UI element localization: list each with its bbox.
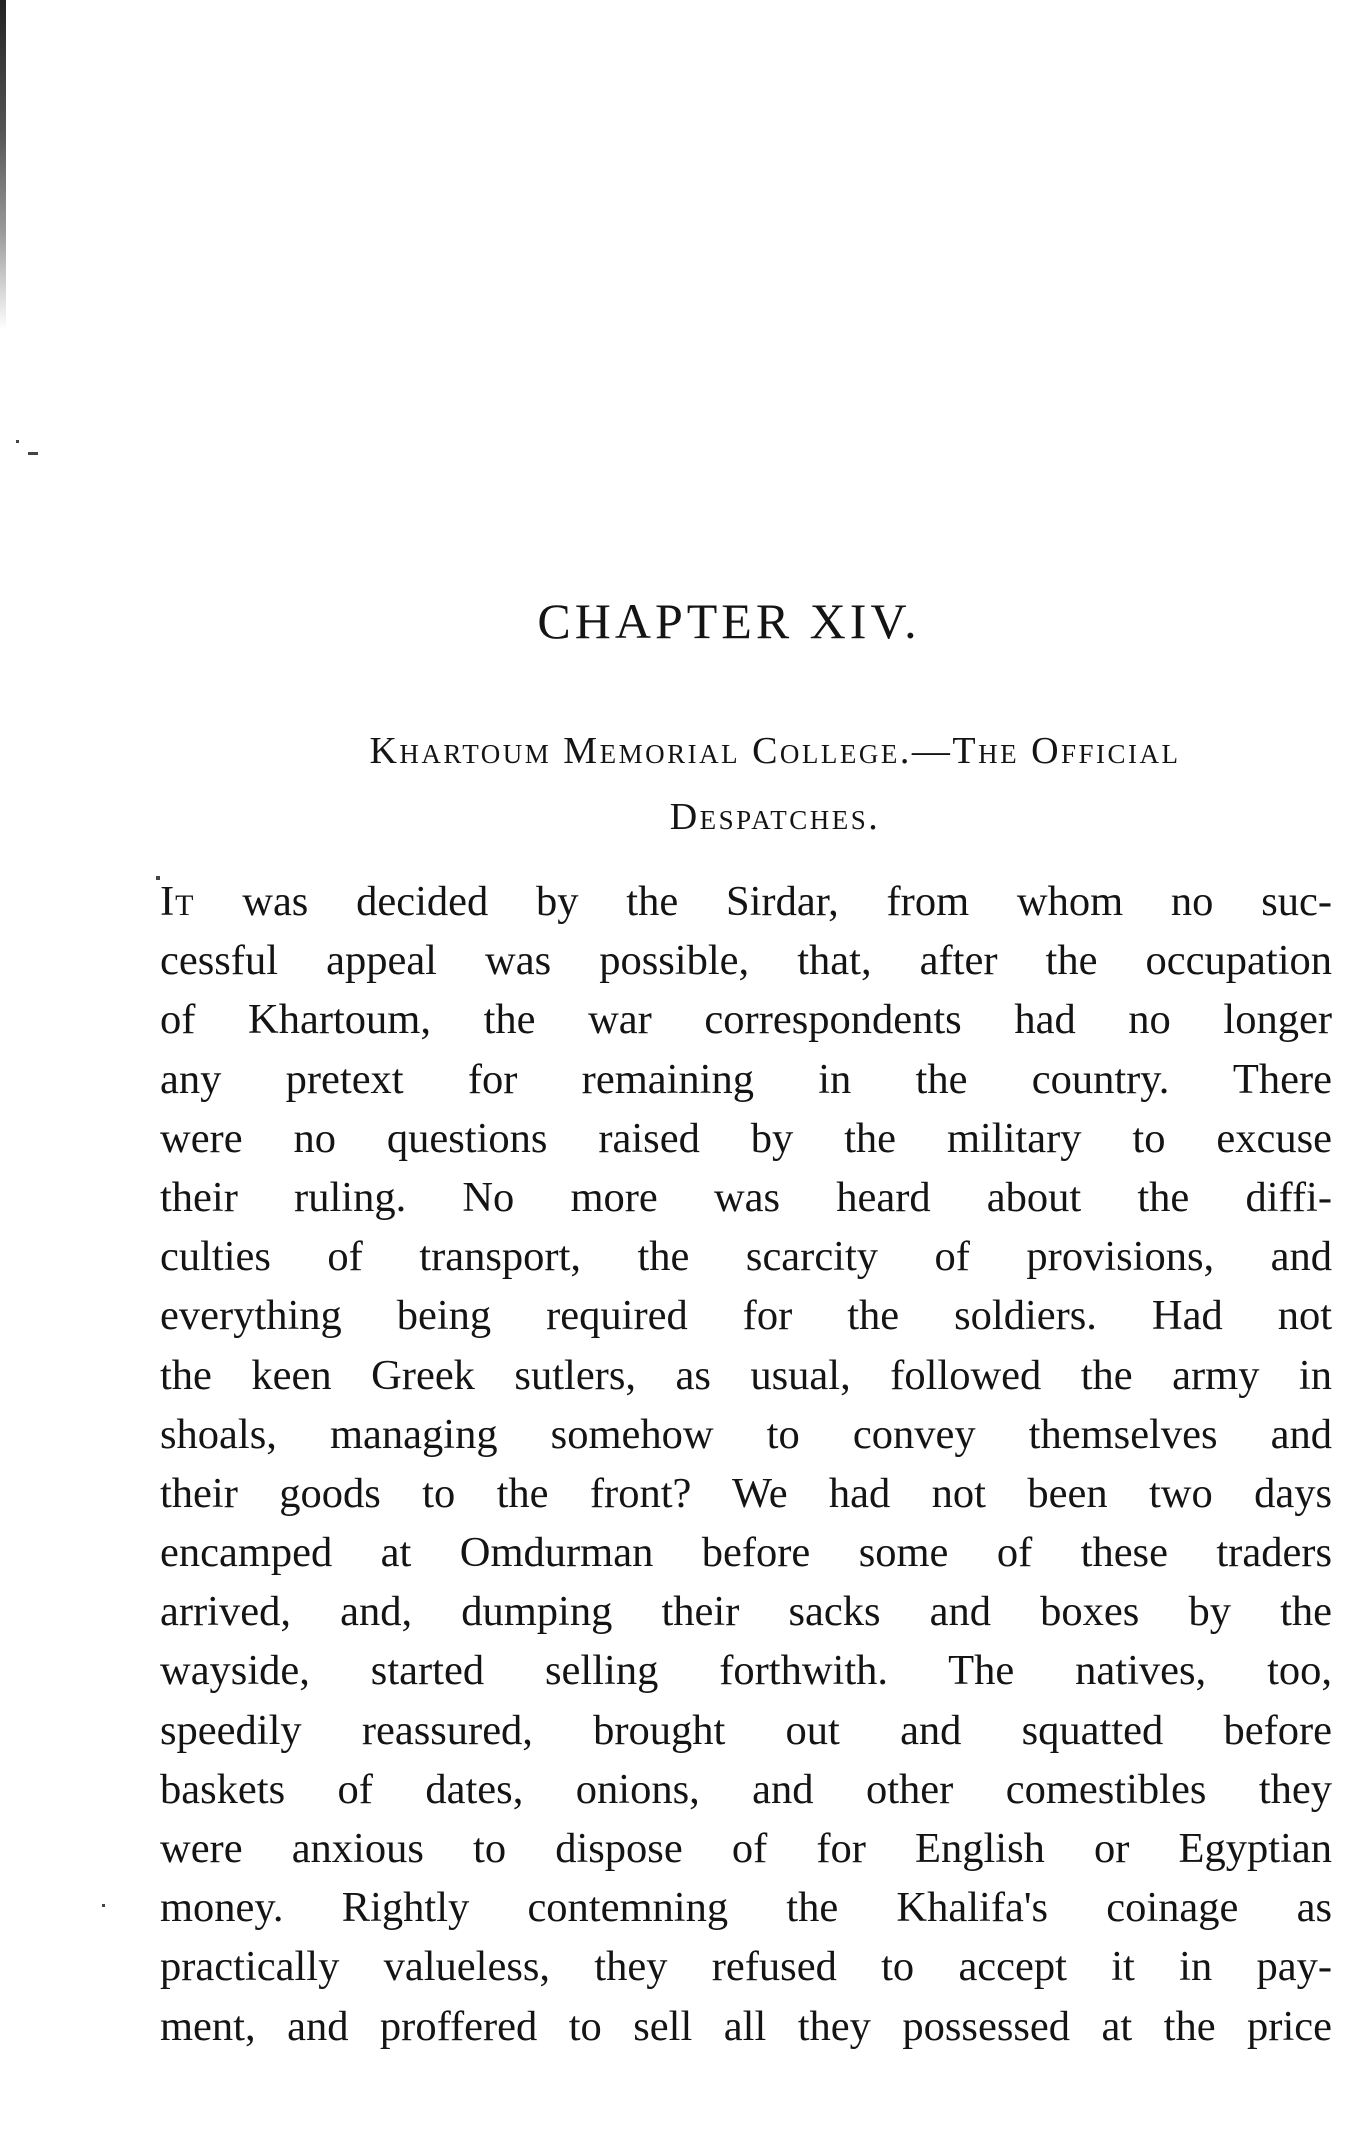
text-line: the keen Greek sutlers, as usual, followed the army in <box>160 1351 1332 1399</box>
chapter-subtitle <box>200 718 1350 850</box>
text-line: speedily reassured, brought out and squatted before <box>160 1706 1332 1754</box>
body-paragraph <box>160 872 1332 2056</box>
chapter-subtitle-line-1: Khartoum Memorial College.—The Official <box>369 730 1181 772</box>
paragraph-lead-word: It <box>160 878 195 925</box>
text-line: It was decided by the Sirdar, from whom no suc- <box>160 878 1332 925</box>
text-line: cessful appeal was possible, that, after the occupation <box>160 937 1332 985</box>
text-line: encamped at Omdurman before some of these traders <box>160 1529 1332 1577</box>
chapter-subtitle-line-2: Despatches. <box>669 796 881 838</box>
text-line: were anxious to dispose of for English or Egyptian <box>160 1825 1332 1872</box>
text-line: money. Rightly contemning the Khalifa's coinage as <box>160 1884 1332 1932</box>
text-line: their goods to the front? We had not been two days <box>160 1469 1332 1517</box>
scan-speck <box>102 1904 105 1907</box>
text-line: of Khartoum, the war correspondents had no longer <box>160 996 1332 1044</box>
text-line: everything being required for the soldiers. Had not <box>160 1292 1332 1340</box>
text-line: culties of transport, the scarcity of provisions, and <box>160 1233 1332 1281</box>
text-line: were no questions raised by the military to excuse <box>160 1114 1332 1162</box>
scan-speck <box>16 440 19 443</box>
text-line: practically valueless, they refused to accept it in pay- <box>160 1943 1332 1991</box>
scan-speck <box>28 452 38 455</box>
text-line: shoals, managing somehow to convey themselves and <box>160 1410 1332 1458</box>
scan-edge-artifact <box>0 0 6 330</box>
text-line: ment, and proffered to sell all they possessed at the price <box>160 2002 1332 2050</box>
text-line: wayside, started selling forthwith. The natives, too, <box>160 1647 1332 1695</box>
text-line: their ruling. No more was heard about the diffi- <box>160 1173 1332 1221</box>
text-line: baskets of dates, onions, and other comestibles they <box>160 1765 1332 1813</box>
chapter-heading: CHAPTER XIV. <box>537 593 921 649</box>
text-line: arrived, and, dumping their sacks and boxes by the <box>160 1588 1332 1636</box>
text-line: any pretext for remaining in the country. There <box>160 1055 1332 1103</box>
